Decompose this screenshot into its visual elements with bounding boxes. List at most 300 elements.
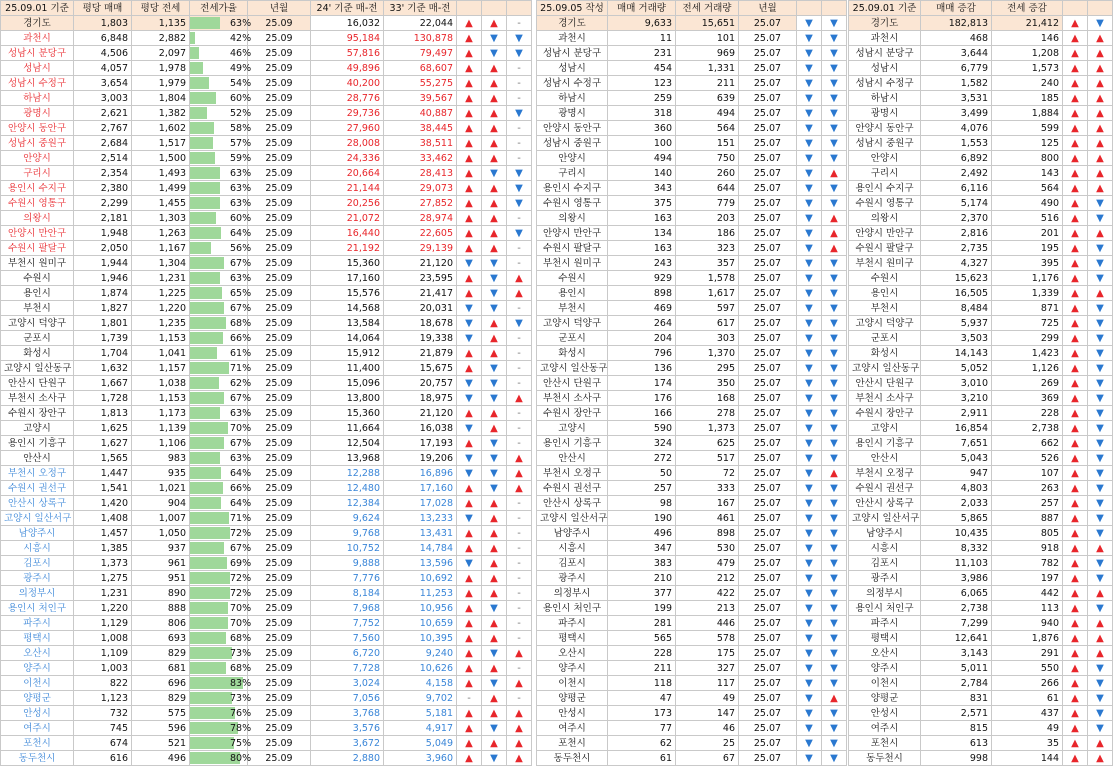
trend-arrow-icon: ▼ — [797, 751, 822, 766]
trend-arrow-icon: ▲ — [1063, 46, 1088, 61]
gap-24: 8,184 — [311, 586, 384, 601]
jeonse-ratio-value: 73% — [230, 692, 252, 704]
trend-arrow-icon: ▼ — [822, 316, 847, 331]
year-month: 25.07 — [739, 691, 797, 706]
region-name: 여주시 — [1, 721, 74, 736]
region-name: 수원시 장안구 — [849, 406, 921, 421]
trend-arrow-icon: ▼ — [797, 211, 822, 226]
sale-price-per-pyeong: 1,541 — [74, 481, 132, 496]
jeonse-ratio-value: 65% — [230, 287, 252, 299]
gap-24: 12,480 — [311, 481, 384, 496]
sale-listing-change: 831 — [921, 691, 992, 706]
trend-arrow-icon: ▼ — [457, 511, 482, 526]
year-month: 25.07 — [739, 556, 797, 571]
year-month: 25.09 — [248, 541, 311, 556]
jeonse-listing-change: 369 — [992, 391, 1063, 406]
table-row — [537, 346, 847, 361]
trend-arrow-icon: ▲ — [482, 136, 507, 151]
trend-arrow-icon: ▲ — [1088, 166, 1113, 181]
jeonse-price-per-pyeong: 496 — [132, 751, 190, 766]
gap-24: 17,160 — [311, 271, 384, 286]
gap-24: 15,360 — [311, 406, 384, 421]
gap-24: 16,440 — [311, 226, 384, 241]
gap-24: 12,504 — [311, 436, 384, 451]
trend-arrow-icon: ▲ — [507, 451, 532, 466]
jeonse-ratio — [190, 586, 252, 601]
trend-arrow-icon: - — [507, 16, 532, 31]
sale-listing-change: 16,854 — [921, 421, 992, 436]
region-name: 용인시 처인구 — [537, 601, 608, 616]
sale-listing-change: 7,299 — [921, 616, 992, 631]
trend-arrow-icon: ▲ — [482, 706, 507, 721]
year-month: 25.07 — [739, 346, 797, 361]
sale-price-per-pyeong: 1,123 — [74, 691, 132, 706]
jeonse-price-per-pyeong: 1,139 — [132, 421, 190, 436]
gap-24: 15,576 — [311, 286, 384, 301]
t2-header-cell: 전세 거래량 — [676, 1, 739, 16]
sale-volume: 163 — [608, 211, 676, 226]
trend-arrow-icon: ▲ — [457, 541, 482, 556]
trend-arrow-icon: ▲ — [457, 361, 482, 376]
table-row — [849, 106, 1113, 121]
region-name: 수원시 장안구 — [1, 406, 74, 421]
trend-arrow-icon: ▲ — [482, 586, 507, 601]
t2-header-cell: 25.09.05 작성 — [537, 1, 608, 16]
trend-arrow-icon: ▼ — [797, 241, 822, 256]
jeonse-ratio — [190, 661, 252, 676]
trend-arrow-icon: ▼ — [822, 391, 847, 406]
trend-arrow-icon: ▼ — [822, 346, 847, 361]
trend-arrow-icon: ▲ — [457, 211, 482, 226]
jeonse-price-per-pyeong: 1,225 — [132, 286, 190, 301]
trend-arrow-icon: ▼ — [797, 196, 822, 211]
region-name: 용인시 — [537, 286, 608, 301]
jeonse-ratio — [190, 391, 252, 406]
trend-arrow-icon: ▼ — [1088, 391, 1113, 406]
jeonse-volume: 969 — [676, 46, 739, 61]
table-row — [1, 286, 532, 301]
region-name: 수원시 장안구 — [537, 406, 608, 421]
sale-price-per-pyeong: 1,948 — [74, 226, 132, 241]
trend-arrow-icon: ▲ — [457, 661, 482, 676]
sale-listing-change: 5,937 — [921, 316, 992, 331]
sale-volume: 228 — [608, 646, 676, 661]
table-row — [849, 721, 1113, 736]
table-row — [849, 181, 1113, 196]
region-name: 고양시 일산동구 — [849, 361, 921, 376]
sale-listing-change: 5,011 — [921, 661, 992, 676]
trend-arrow-icon: ▼ — [457, 376, 482, 391]
jeonse-ratio-value: 46% — [230, 47, 252, 59]
trend-arrow-icon: ▲ — [457, 16, 482, 31]
trend-arrow-icon: ▲ — [482, 406, 507, 421]
table-row — [1, 181, 532, 196]
jeonse-price-per-pyeong: 1,804 — [132, 91, 190, 106]
gap-33: 17,028 — [384, 496, 457, 511]
sale-volume: 898 — [608, 286, 676, 301]
sale-price-per-pyeong: 822 — [74, 676, 132, 691]
trend-arrow-icon: ▼ — [1088, 241, 1113, 256]
trend-arrow-icon: - — [507, 496, 532, 511]
trend-arrow-icon: ▼ — [1088, 706, 1113, 721]
trend-arrow-icon: ▲ — [1063, 136, 1088, 151]
table-row — [849, 691, 1113, 706]
trend-arrow-icon: ▼ — [1088, 376, 1113, 391]
trend-arrow-icon: ▼ — [482, 721, 507, 736]
year-month: 25.07 — [739, 181, 797, 196]
region-name: 포천시 — [1, 736, 74, 751]
gap-33: 20,757 — [384, 376, 457, 391]
gap-33: 38,445 — [384, 121, 457, 136]
jeonse-ratio-value: 63% — [230, 407, 252, 419]
gap-33: 22,044 — [384, 16, 457, 31]
trend-arrow-icon: ▲ — [507, 676, 532, 691]
region-name: 동두천시 — [1, 751, 74, 766]
jeonse-listing-change: 269 — [992, 376, 1063, 391]
sale-volume: 257 — [608, 481, 676, 496]
region-name: 양주시 — [1, 661, 74, 676]
trend-arrow-icon: ▲ — [1063, 541, 1088, 556]
trend-arrow-icon: ▼ — [797, 361, 822, 376]
jeonse-volume: 213 — [676, 601, 739, 616]
trend-arrow-icon: ▲ — [1063, 211, 1088, 226]
jeonse-ratio — [190, 601, 252, 616]
sale-listing-change: 2,784 — [921, 676, 992, 691]
year-month: 25.07 — [739, 226, 797, 241]
year-month: 25.09 — [248, 16, 311, 31]
region-name: 고양시 일산서구 — [849, 511, 921, 526]
gap-24: 40,200 — [311, 76, 384, 91]
region-name: 수원시 권선구 — [1, 481, 74, 496]
jeonse-ratio-value: 54% — [230, 77, 252, 89]
region-name: 용인시 수지구 — [1, 181, 74, 196]
table-row — [1, 541, 532, 556]
jeonse-price-per-pyeong: 1,007 — [132, 511, 190, 526]
table-row — [1, 466, 532, 481]
jeonse-ratio — [190, 226, 252, 241]
sale-price-per-pyeong: 2,684 — [74, 136, 132, 151]
sale-listing-change: 3,644 — [921, 46, 992, 61]
trend-arrow-icon: - — [457, 691, 482, 706]
table-row — [537, 286, 847, 301]
trend-arrow-icon: - — [507, 76, 532, 91]
jeonse-volume: 72 — [676, 466, 739, 481]
table-row — [537, 706, 847, 721]
table-row — [537, 631, 847, 646]
t2-header-cell: 년월 — [739, 1, 797, 16]
region-name: 파주시 — [537, 616, 608, 631]
trend-arrow-icon: ▲ — [1063, 241, 1088, 256]
region-name: 고양시 일산서구 — [537, 511, 608, 526]
trend-arrow-icon: ▼ — [482, 646, 507, 661]
trend-arrow-icon: ▼ — [822, 511, 847, 526]
trend-arrow-icon: ▼ — [822, 586, 847, 601]
jeonse-price-per-pyeong: 1,038 — [132, 376, 190, 391]
region-name: 하남시 — [537, 91, 608, 106]
year-month: 25.07 — [739, 481, 797, 496]
jeonse-listing-change: 526 — [992, 451, 1063, 466]
trend-arrow-icon: ▲ — [1088, 751, 1113, 766]
year-month: 25.07 — [739, 331, 797, 346]
jeonse-volume: 479 — [676, 556, 739, 571]
jeonse-price-per-pyeong: 575 — [132, 706, 190, 721]
table-row — [537, 376, 847, 391]
jeonse-volume: 1,370 — [676, 346, 739, 361]
trend-arrow-icon: ▲ — [1063, 286, 1088, 301]
sale-volume: 140 — [608, 166, 676, 181]
region-name: 동두천시 — [537, 751, 608, 766]
table-row — [537, 691, 847, 706]
gap-24: 15,912 — [311, 346, 384, 361]
jeonse-volume: 779 — [676, 196, 739, 211]
gap-24: 95,184 — [311, 31, 384, 46]
jeonse-price-per-pyeong: 1,157 — [132, 361, 190, 376]
trend-arrow-icon: ▲ — [482, 196, 507, 211]
table-row — [849, 316, 1113, 331]
jeonse-listing-change: 442 — [992, 586, 1063, 601]
jeonse-listing-change: 564 — [992, 181, 1063, 196]
sale-price-per-pyeong: 2,354 — [74, 166, 132, 181]
region-name: 군포시 — [849, 331, 921, 346]
jeonse-volume: 597 — [676, 301, 739, 316]
region-name: 안산시 — [1, 451, 74, 466]
gap-33: 10,659 — [384, 616, 457, 631]
trend-arrow-icon: ▲ — [482, 346, 507, 361]
trend-arrow-icon: ▼ — [822, 721, 847, 736]
table-row — [1, 16, 532, 31]
trend-arrow-icon: ▲ — [1088, 31, 1113, 46]
trend-arrow-icon: ▼ — [822, 331, 847, 346]
table-row — [1, 406, 532, 421]
jeonse-volume: 15,651 — [676, 16, 739, 31]
table-row — [537, 166, 847, 181]
jeonse-ratio — [190, 526, 252, 541]
year-month: 25.09 — [248, 106, 311, 121]
jeonse-ratio-value: 42% — [230, 32, 252, 44]
jeonse-price-per-pyeong: 1,500 — [132, 151, 190, 166]
table-row — [849, 661, 1113, 676]
region-name: 구리시 — [537, 166, 608, 181]
table-row — [849, 136, 1113, 151]
sale-volume: 173 — [608, 706, 676, 721]
trend-arrow-icon: ▼ — [1088, 571, 1113, 586]
gap-24: 10,752 — [311, 541, 384, 556]
trend-arrow-icon: ▼ — [822, 31, 847, 46]
region-name: 이천시 — [1, 676, 74, 691]
trend-arrow-icon: ▼ — [797, 16, 822, 31]
year-month: 25.09 — [248, 481, 311, 496]
gap-33: 4,917 — [384, 721, 457, 736]
gap-33: 38,511 — [384, 136, 457, 151]
gap-33: 9,702 — [384, 691, 457, 706]
jeonse-ratio — [190, 691, 252, 706]
jeonse-price-per-pyeong: 1,263 — [132, 226, 190, 241]
table-row — [849, 76, 1113, 91]
sale-price-per-pyeong: 2,050 — [74, 241, 132, 256]
year-month: 25.07 — [739, 526, 797, 541]
jeonse-listing-change: 61 — [992, 691, 1063, 706]
jeonse-volume: 101 — [676, 31, 739, 46]
jeonse-price-per-pyeong: 1,050 — [132, 526, 190, 541]
gap-33: 20,031 — [384, 301, 457, 316]
sale-price-per-pyeong: 1,946 — [74, 271, 132, 286]
sale-volume: 123 — [608, 76, 676, 91]
year-month: 25.07 — [739, 61, 797, 76]
year-month: 25.07 — [739, 151, 797, 166]
sale-listing-change: 14,143 — [921, 346, 992, 361]
table-row — [537, 301, 847, 316]
jeonse-volume: 1,617 — [676, 286, 739, 301]
trend-arrow-icon: ▼ — [507, 31, 532, 46]
jeonse-ratio-value: 67% — [230, 302, 252, 314]
jeonse-ratio-value: 70% — [230, 617, 252, 629]
region-name: 화성시 — [849, 346, 921, 361]
sale-price-per-pyeong: 2,299 — [74, 196, 132, 211]
sale-price-per-pyeong: 1,008 — [74, 631, 132, 646]
gap-33: 28,974 — [384, 211, 457, 226]
sale-listing-change: 8,332 — [921, 541, 992, 556]
trend-arrow-icon: ▲ — [457, 571, 482, 586]
table-row — [1, 646, 532, 661]
trend-arrow-icon: ▼ — [822, 676, 847, 691]
region-name: 부천시 원미구 — [849, 256, 921, 271]
sale-listing-change: 2,571 — [921, 706, 992, 721]
trend-arrow-icon: - — [507, 241, 532, 256]
sale-price-per-pyeong: 1,231 — [74, 586, 132, 601]
region-name: 용인시 수지구 — [537, 181, 608, 196]
jeonse-price-per-pyeong: 983 — [132, 451, 190, 466]
jeonse-ratio-value: 64% — [230, 227, 252, 239]
trend-arrow-icon: ▲ — [457, 271, 482, 286]
jeonse-ratio-value: 60% — [230, 92, 252, 104]
jeonse-price-per-pyeong: 1,220 — [132, 301, 190, 316]
region-name: 광명시 — [1, 106, 74, 121]
trend-arrow-icon: ▲ — [1063, 706, 1088, 721]
region-name: 양주시 — [849, 661, 921, 676]
jeonse-ratio — [190, 151, 252, 166]
jeonse-price-per-pyeong: 1,153 — [132, 391, 190, 406]
region-name: 안양시 동안구 — [849, 121, 921, 136]
trend-arrow-icon: ▼ — [1088, 331, 1113, 346]
table-row — [849, 556, 1113, 571]
table-row — [849, 61, 1113, 76]
trend-arrow-icon: ▲ — [822, 211, 847, 226]
trend-arrow-icon: ▲ — [457, 31, 482, 46]
sale-volume: 118 — [608, 676, 676, 691]
trend-arrow-icon: ▲ — [1063, 166, 1088, 181]
year-month: 25.09 — [248, 526, 311, 541]
trend-arrow-icon: ▲ — [457, 91, 482, 106]
region-name: 부천시 소사구 — [849, 391, 921, 406]
year-month: 25.07 — [739, 616, 797, 631]
trend-arrow-icon: ▲ — [1063, 61, 1088, 76]
trend-arrow-icon: ▲ — [507, 391, 532, 406]
gap-24: 20,256 — [311, 196, 384, 211]
jeonse-ratio — [190, 361, 252, 376]
jeonse-listing-change: 144 — [992, 751, 1063, 766]
region-name: 김포시 — [537, 556, 608, 571]
region-name: 성남시 중원구 — [849, 136, 921, 151]
sale-volume: 281 — [608, 616, 676, 631]
jeonse-listing-change: 725 — [992, 316, 1063, 331]
sale-volume: 211 — [608, 661, 676, 676]
region-name: 오산시 — [849, 646, 921, 661]
table-row — [537, 526, 847, 541]
gap-33: 10,692 — [384, 571, 457, 586]
sale-price-per-pyeong: 1,827 — [74, 301, 132, 316]
region-name: 광주시 — [849, 571, 921, 586]
jeonse-listing-change: 1,884 — [992, 106, 1063, 121]
trend-arrow-icon: ▲ — [457, 196, 482, 211]
trend-arrow-icon: ▲ — [1063, 346, 1088, 361]
table-row — [537, 421, 847, 436]
trend-arrow-icon: ▼ — [507, 166, 532, 181]
trend-arrow-icon: ▲ — [457, 436, 482, 451]
jeonse-listing-change: 266 — [992, 676, 1063, 691]
year-month: 25.09 — [248, 346, 311, 361]
trend-arrow-icon: ▲ — [482, 61, 507, 76]
trend-arrow-icon: ▼ — [797, 541, 822, 556]
jeonse-ratio — [190, 136, 252, 151]
trend-arrow-icon: - — [507, 436, 532, 451]
sale-volume: 176 — [608, 391, 676, 406]
region-name: 용인시 — [849, 286, 921, 301]
jeonse-ratio — [190, 736, 252, 751]
year-month: 25.09 — [248, 676, 311, 691]
jeonse-ratio — [190, 511, 252, 526]
trend-arrow-icon: - — [507, 586, 532, 601]
trend-arrow-icon: ▼ — [797, 451, 822, 466]
table-row — [537, 271, 847, 286]
sale-price-per-pyeong: 1,704 — [74, 346, 132, 361]
trend-arrow-icon: ▼ — [822, 181, 847, 196]
trend-arrow-icon: ▲ — [507, 646, 532, 661]
jeonse-price-per-pyeong: 890 — [132, 586, 190, 601]
trend-arrow-icon: ▼ — [797, 91, 822, 106]
trend-arrow-icon: ▼ — [822, 376, 847, 391]
region-name: 부천시 — [849, 301, 921, 316]
region-name: 부천시 — [537, 301, 608, 316]
jeonse-volume: 67 — [676, 751, 739, 766]
sale-volume: 243 — [608, 256, 676, 271]
trend-arrow-icon: ▼ — [457, 391, 482, 406]
sale-listing-change: 3,531 — [921, 91, 992, 106]
table-row — [849, 451, 1113, 466]
jeonse-ratio-value: 67% — [230, 392, 252, 404]
sale-listing-change: 3,503 — [921, 331, 992, 346]
trend-arrow-icon: ▼ — [822, 46, 847, 61]
table-row — [1, 676, 532, 691]
jeonse-ratio — [190, 271, 252, 286]
table-row — [537, 661, 847, 676]
region-name: 부천시 오정구 — [537, 466, 608, 481]
region-name: 남양주시 — [537, 526, 608, 541]
trend-arrow-icon: ▲ — [507, 751, 532, 766]
jeonse-price-per-pyeong: 904 — [132, 496, 190, 511]
trend-arrow-icon: ▲ — [482, 211, 507, 226]
table-row — [537, 31, 847, 46]
trend-arrow-icon: ▼ — [1088, 211, 1113, 226]
trend-arrow-icon: ▼ — [797, 76, 822, 91]
trend-arrow-icon: ▲ — [1063, 361, 1088, 376]
gap-33: 4,158 — [384, 676, 457, 691]
jeonse-listing-change: 125 — [992, 136, 1063, 151]
trend-arrow-icon: - — [507, 361, 532, 376]
jeonse-price-per-pyeong: 1,135 — [132, 16, 190, 31]
trend-arrow-icon: ▼ — [797, 376, 822, 391]
trend-arrow-icon: ▲ — [1063, 331, 1088, 346]
table-row — [849, 151, 1113, 166]
